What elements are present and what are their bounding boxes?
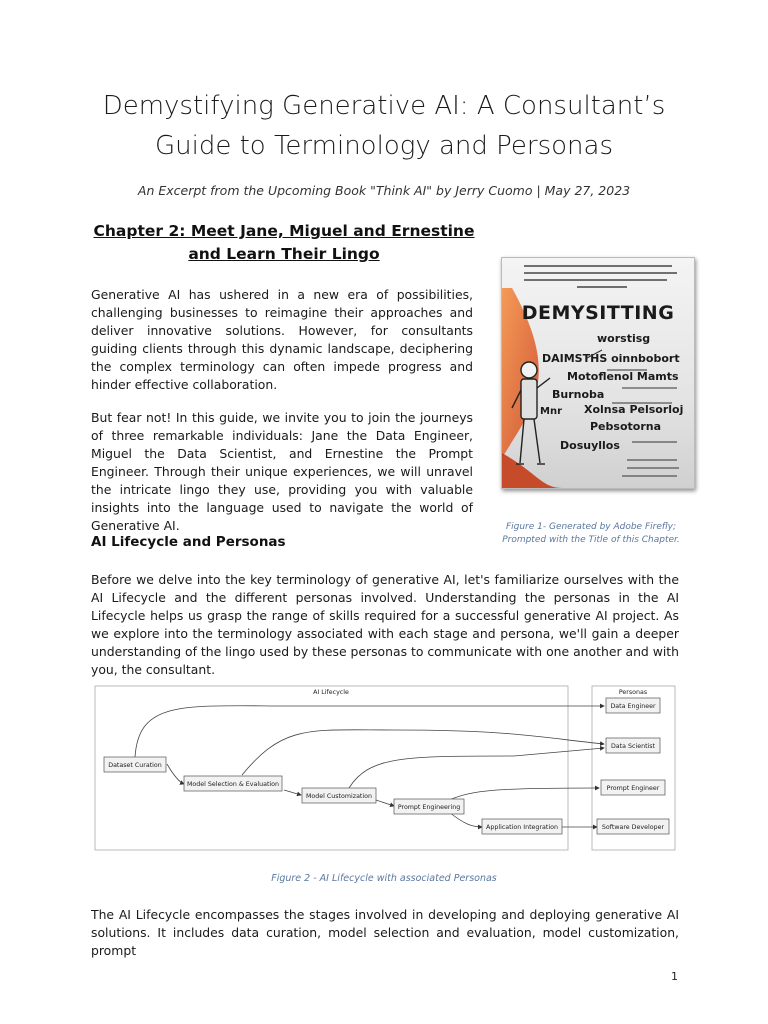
cover-word: Burnoba bbox=[552, 388, 605, 401]
persona-node-data-engineer bbox=[606, 698, 660, 713]
stage-label: Model Selection & Evaluation bbox=[186, 781, 280, 788]
persona-node-software-developer bbox=[597, 819, 669, 834]
diagram-edges bbox=[135, 706, 604, 827]
paragraph-personas: But fear not! In this guide, we invite you to join the journeys of three remarkable individuals: Jane the Data Engineer, Miguel the Data Scientist, and Ernestine the Prompt Engineer. Through their unique experiences, we will unravel the intricate lingo they use, providing you with valuable insights into the language used to navigate the world of Generative AI. bbox=[91, 410, 473, 533]
title-line-2: Guide to Terminology and Personas bbox=[154, 131, 614, 161]
stage-label: Application Integration bbox=[486, 824, 558, 831]
edge-customization-to-prompt bbox=[376, 800, 394, 806]
lifecycle-cluster-label: AI Lifecycle bbox=[313, 689, 349, 696]
title-line-1: Demystifying Generative AI: A Consultant’s bbox=[102, 91, 666, 121]
ai-lifecycle-diagram bbox=[94, 684, 677, 852]
stage-node-application-integration bbox=[482, 819, 562, 834]
chapter-line-2: and Learn Their Lingo bbox=[188, 245, 380, 263]
paragraph-lifecycle-intro: Before we delve into the key terminology of generative AI, let's familiarize ourselves with the AI Lifecycle and the different personas involved. Understanding the personas in the AI Lifecycle helps us grasp the range of skills required for a successful generative AI project. As we explore into the terminology associated with each stage and persona, we'll gain a deeper understanding of the lingo used by these personas to communicate with one another and with you, the consultant. bbox=[91, 572, 680, 677]
persona-label: Prompt Engineer bbox=[606, 785, 660, 792]
page-number: 1 bbox=[671, 970, 678, 983]
book-cover-image bbox=[501, 257, 695, 489]
personas-cluster-label: Personas bbox=[618, 689, 648, 696]
paragraph-intro: Generative AI has ushered in a new era of possibilities, challenging businesses to reimagine their approaches and deliver innovative solutions. However, for consultants guiding clients through this dynamic landscape, deciphering the complex terminology can often impede progress and hinder effective collaboration. bbox=[91, 287, 473, 392]
edge-curation-to-engineer bbox=[135, 706, 604, 757]
figure1-caption-line-1: Figure 1- Generated by Adobe Firefly; bbox=[505, 522, 677, 532]
edge-selection-to-scientist bbox=[242, 730, 604, 775]
figure1-caption-line-2: Prompted with the Title of this Chapter. bbox=[502, 535, 680, 545]
persona-label: Software Developer bbox=[601, 824, 665, 831]
stage-label: Dataset Curation bbox=[108, 762, 162, 769]
paragraph-lifecycle-description: The AI Lifecycle encompasses the stages involved in developing and deploying generative AI solutions. It includes data curation, model selection and evaluation, model customization, prompt bbox=[91, 907, 679, 958]
stage-node-model-customization bbox=[302, 788, 376, 803]
persona-node-data-scientist bbox=[606, 738, 660, 753]
cover-big-word: DEMYSITTING bbox=[521, 302, 675, 324]
figure1-caption bbox=[496, 521, 686, 547]
persona-label: Data Scientist bbox=[610, 743, 656, 750]
section-heading: AI Lifecycle and Personas bbox=[91, 534, 286, 550]
persona-label: Data Engineer bbox=[610, 703, 656, 710]
document-title bbox=[0, 86, 768, 166]
figure2-caption: Figure 2 - AI Lifecycle with associated Personas bbox=[271, 873, 497, 884]
cover-word: Mnr bbox=[540, 406, 563, 417]
stage-node-prompt-engineering bbox=[394, 799, 464, 814]
edge-customization-to-scientist bbox=[349, 748, 604, 788]
edge-curation-to-selection bbox=[167, 764, 184, 784]
stage-label: Model Customization bbox=[305, 793, 373, 800]
edge-selection-to-customization bbox=[284, 790, 301, 795]
book-cover-art bbox=[502, 258, 694, 488]
stage-label: Prompt Engineering bbox=[397, 804, 461, 811]
cover-word: Motoflenol Mamts bbox=[567, 370, 679, 383]
edge-prompt-to-engineer bbox=[449, 788, 599, 800]
cover-word: DAIMSTHS oinnbobort bbox=[542, 352, 680, 365]
stage-node-dataset-curation bbox=[104, 757, 166, 772]
chapter-line-1: Chapter 2: Meet Jane, Miguel and Ernestine bbox=[93, 222, 475, 240]
chapter-heading bbox=[92, 220, 476, 266]
cover-word: worstisg bbox=[597, 332, 651, 345]
persona-node-prompt-engineer bbox=[601, 780, 665, 795]
cover-word: Xolnsa Pelsorloj bbox=[584, 403, 684, 416]
cover-word: Dosuyllos bbox=[560, 439, 620, 452]
document-subtitle: An Excerpt from the Upcoming Book "Think AI" by Jerry Cuomo | May 27, 2023 bbox=[137, 183, 631, 198]
cover-word: Pebsotorna bbox=[590, 420, 661, 433]
stage-node-model-selection bbox=[184, 776, 282, 791]
